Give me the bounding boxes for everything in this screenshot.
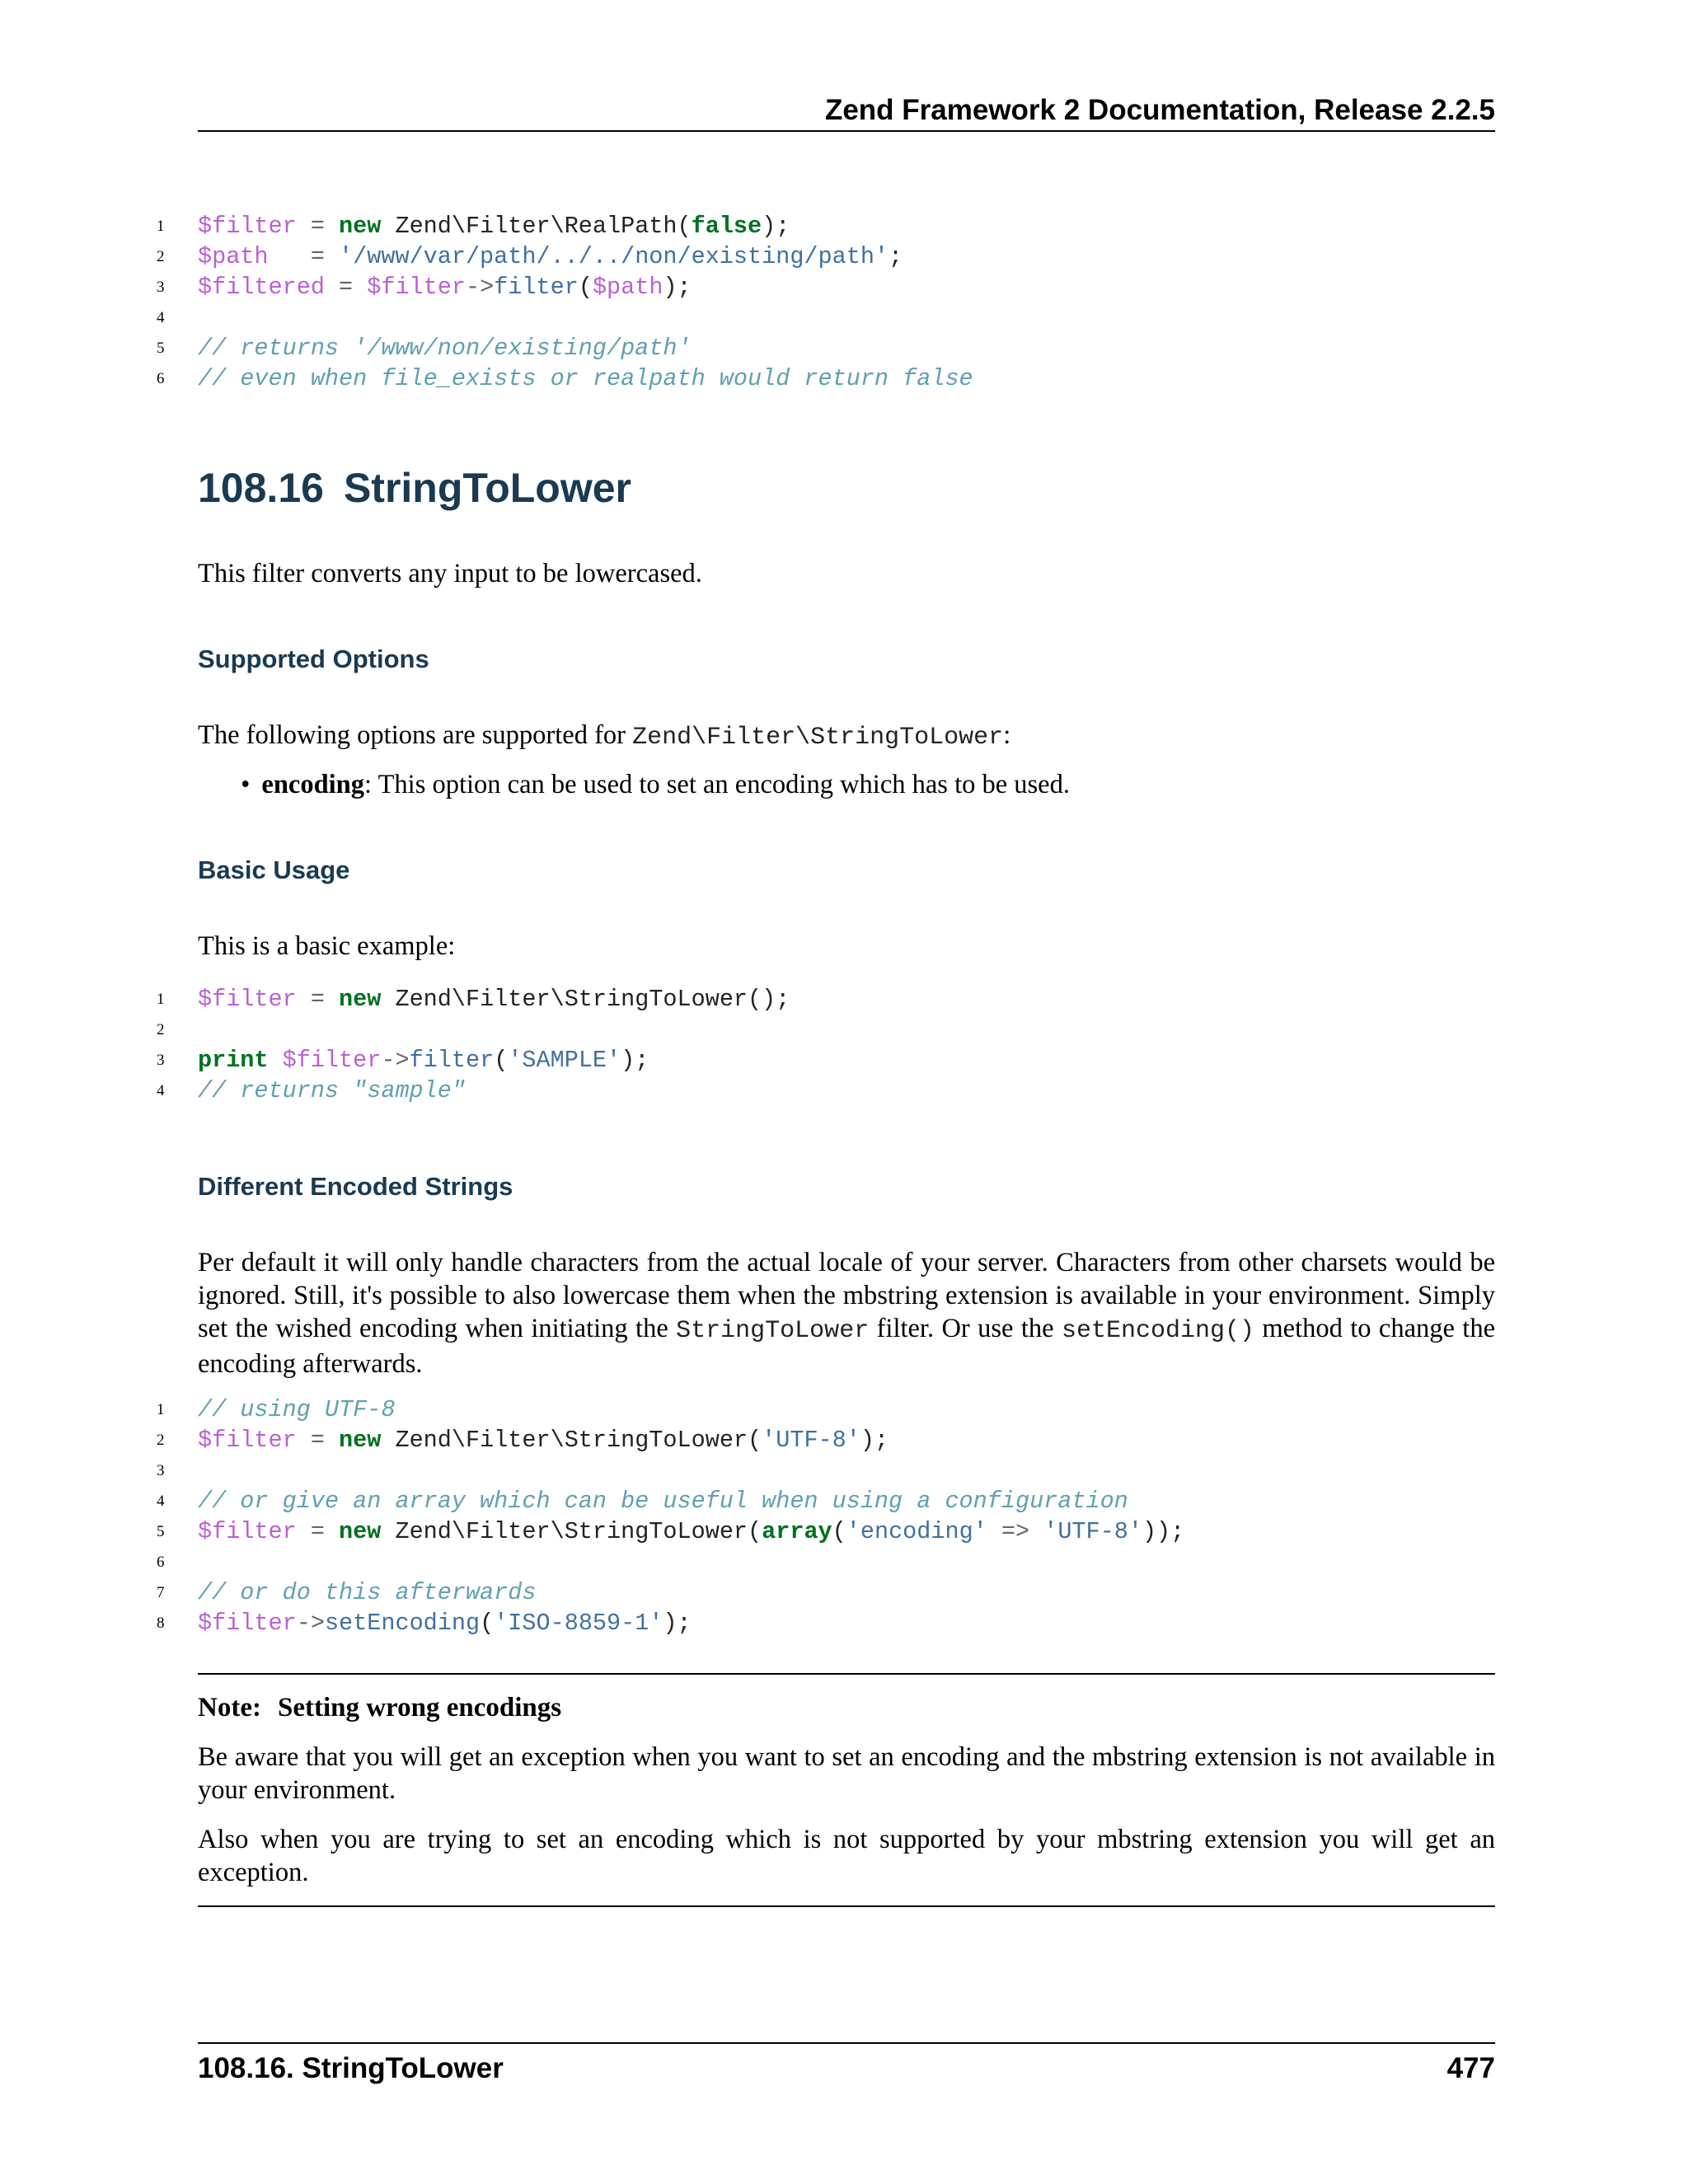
code-token: // returns '/www/non/existing/path' — [198, 335, 692, 362]
code-token: 'ISO-8859-1' — [494, 1610, 663, 1637]
class-name-code: Zend\Filter\StringToLower — [632, 724, 1004, 752]
code-text — [198, 1076, 466, 1106]
note-bottom-rule — [198, 1905, 1495, 1907]
code-token: $filter — [198, 1610, 297, 1637]
code-line — [157, 984, 1495, 1015]
text: : — [1003, 720, 1011, 750]
code-token: $path — [592, 274, 663, 301]
code-token: 'SAMPLE' — [508, 1047, 621, 1074]
text: The following options are supported for — [198, 720, 633, 750]
code-text — [198, 241, 903, 272]
basic-usage-paragraph: This is a basic example: — [198, 931, 456, 961]
code-token: = — [268, 243, 340, 270]
line-number: 3 — [157, 1462, 165, 1479]
different-encoded-heading: Different Encoded Strings — [198, 1172, 513, 1201]
line-number: 2 — [157, 1432, 165, 1449]
code-token: new — [339, 213, 382, 240]
line-number: 3 — [157, 1052, 165, 1069]
text: filter. Or use the — [869, 1314, 1062, 1343]
code-token: 'UTF-8' — [762, 1427, 860, 1454]
note-paragraph-1: Be aware that you will get an exception when you want to set an encoding and the mbstring extension is not available in your environment. — [198, 1742, 1495, 1805]
line-number: 4 — [157, 1082, 165, 1099]
code-token: false — [691, 213, 762, 240]
code-text — [198, 1394, 395, 1425]
code-token: Zend\Filter\StringToLower(); — [381, 986, 790, 1013]
line-number: 5 — [157, 340, 165, 357]
code-token: print — [198, 1047, 269, 1074]
line-number: 8 — [157, 1615, 165, 1632]
code-text — [198, 1516, 1184, 1547]
line-number: 2 — [157, 248, 165, 265]
code-token: setEncoding — [324, 1610, 481, 1637]
section-title: StringToLower — [343, 465, 631, 511]
running-header: Zend Framework 2 Documentation, Release 2.2.5 — [824, 94, 1495, 126]
code-token: = — [296, 1427, 340, 1454]
code-line — [157, 1425, 1495, 1455]
line-number: 6 — [157, 370, 165, 387]
code-line — [157, 1015, 1495, 1045]
code-text — [198, 1608, 692, 1638]
code-text — [198, 272, 692, 302]
page-number: 477 — [1447, 2052, 1495, 2084]
supported-options-heading: Supported Options — [198, 644, 429, 673]
code-token: $filter — [198, 1518, 297, 1545]
code-token: = — [296, 213, 340, 240]
line-number: 4 — [157, 1493, 165, 1510]
code-line — [157, 1516, 1495, 1547]
code-token: = — [296, 1518, 340, 1545]
text: Per default it will only handle characters from the actual locale of your server. Characters from other charsets would be ignored. Still, it's possible to also lowercase them when the mbstring extension is available in your environment. Simply set the wished encoding when initiating the — [198, 1248, 1495, 1343]
code-token: ; — [889, 243, 903, 270]
code-token: $filter — [198, 986, 297, 1013]
text: method to change the encoding afterwards. — [198, 1314, 1496, 1379]
code-text — [198, 1425, 889, 1455]
code-line — [157, 1076, 1495, 1106]
code-token: -> — [296, 1610, 325, 1637]
note-heading: Setting wrong encodings — [277, 1693, 562, 1722]
note-top-rule — [198, 1673, 1495, 1675]
code-token: 'UTF-8' — [1043, 1518, 1142, 1545]
code-token: = — [324, 274, 368, 301]
supported-options-paragraph — [198, 719, 1495, 754]
code-line — [157, 211, 1495, 241]
code-token: filter — [409, 1047, 495, 1074]
code-token: $filtered — [198, 274, 325, 301]
code-token: ); — [762, 213, 790, 240]
code-token: new — [339, 986, 382, 1013]
line-number: 1 — [157, 991, 165, 1008]
code-text — [198, 984, 790, 1015]
option-name: encoding — [261, 770, 364, 799]
header-rule — [198, 130, 1495, 132]
code-token: => — [987, 1518, 1044, 1545]
code-token: new — [339, 1427, 382, 1454]
code-token: ); — [621, 1047, 649, 1074]
code-token: 'encoding' — [846, 1518, 987, 1545]
different-encoded-paragraph — [198, 1246, 1495, 1380]
footer-section: 108.16. StringToLower — [198, 2052, 504, 2084]
code-block-realpath — [157, 211, 1495, 394]
code-line — [157, 363, 1495, 394]
bullet-icon: • — [241, 770, 251, 799]
code-token: -> — [465, 274, 495, 301]
code-token: $filter — [198, 1427, 297, 1454]
code-line — [157, 241, 1495, 272]
basic-usage-heading: Basic Usage — [198, 855, 350, 884]
code-text — [198, 1577, 536, 1608]
code-text — [198, 211, 790, 241]
code-text — [198, 363, 973, 394]
code-token: array — [762, 1518, 832, 1545]
line-number: 1 — [157, 218, 165, 235]
footer-rule — [198, 2042, 1495, 2044]
section-number: 108.16 — [198, 465, 324, 511]
note-title — [198, 1691, 561, 1724]
line-number: 1 — [157, 1401, 165, 1418]
code-text — [198, 1045, 649, 1076]
code-token — [269, 1047, 283, 1074]
intro-paragraph: This filter converts any input to be lowercased. — [198, 559, 702, 588]
code-line — [157, 333, 1495, 363]
code-token: $filter — [198, 213, 297, 240]
code-token: ( — [832, 1518, 846, 1545]
code-token: // using UTF-8 — [198, 1396, 396, 1423]
section-heading — [198, 463, 631, 513]
code-block-encoding — [157, 1394, 1495, 1638]
line-number: 4 — [157, 309, 165, 326]
code-token: // returns "sample" — [198, 1077, 466, 1104]
line-number: 7 — [157, 1584, 165, 1601]
code-block-basic — [157, 984, 1495, 1106]
code-line — [157, 1547, 1495, 1577]
code-token: ); — [663, 274, 692, 301]
code-token: '/www/var/path/../../non/existing/path' — [339, 243, 889, 270]
line-number: 3 — [157, 279, 165, 296]
code-token: )); — [1142, 1518, 1185, 1545]
code-line — [157, 1394, 1495, 1425]
line-number: 6 — [157, 1554, 165, 1571]
code-token: ( — [578, 274, 593, 301]
code-line — [157, 1608, 1495, 1638]
class-short-code: StringToLower — [676, 1317, 870, 1345]
code-line — [157, 302, 1495, 333]
note-paragraph-2: Also when you are trying to set an encoding which is not supported by your mbstring extension you will get an exception. — [198, 1825, 1495, 1887]
code-token: new — [339, 1518, 382, 1545]
code-token: $filter — [367, 274, 466, 301]
code-token: // or give an array which can be useful when using a configuration — [198, 1488, 1128, 1515]
code-token: $filter — [282, 1047, 382, 1074]
code-line — [157, 1486, 1495, 1516]
method-code: setEncoding() — [1061, 1317, 1254, 1345]
code-token: Zend\Filter\StringToLower( — [381, 1518, 762, 1545]
option-description: : This option can be used to set an encoding which has to be used. — [364, 770, 1070, 799]
code-token: Zend\Filter\StringToLower( — [381, 1427, 762, 1454]
code-token: ( — [480, 1610, 495, 1637]
code-text — [198, 333, 692, 363]
option-list-item — [241, 768, 1070, 801]
code-line — [157, 1455, 1495, 1486]
code-token: filter — [494, 274, 579, 301]
note-label: Note: — [198, 1693, 261, 1722]
code-token: = — [296, 986, 340, 1013]
code-token: // or do this afterwards — [198, 1579, 537, 1606]
code-token: ( — [494, 1047, 509, 1074]
code-token: ); — [860, 1427, 889, 1454]
code-line — [157, 1577, 1495, 1608]
code-token: ); — [663, 1610, 692, 1637]
code-text — [198, 1486, 1128, 1516]
code-token: -> — [381, 1047, 410, 1074]
code-token: // even when file_exists or realpath would return false — [198, 365, 973, 392]
line-number: 5 — [157, 1523, 165, 1540]
code-line — [157, 1045, 1495, 1076]
code-token: Zend\Filter\RealPath( — [381, 213, 692, 240]
code-token: $path — [198, 243, 269, 270]
line-number: 2 — [157, 1021, 165, 1038]
code-line — [157, 272, 1495, 302]
